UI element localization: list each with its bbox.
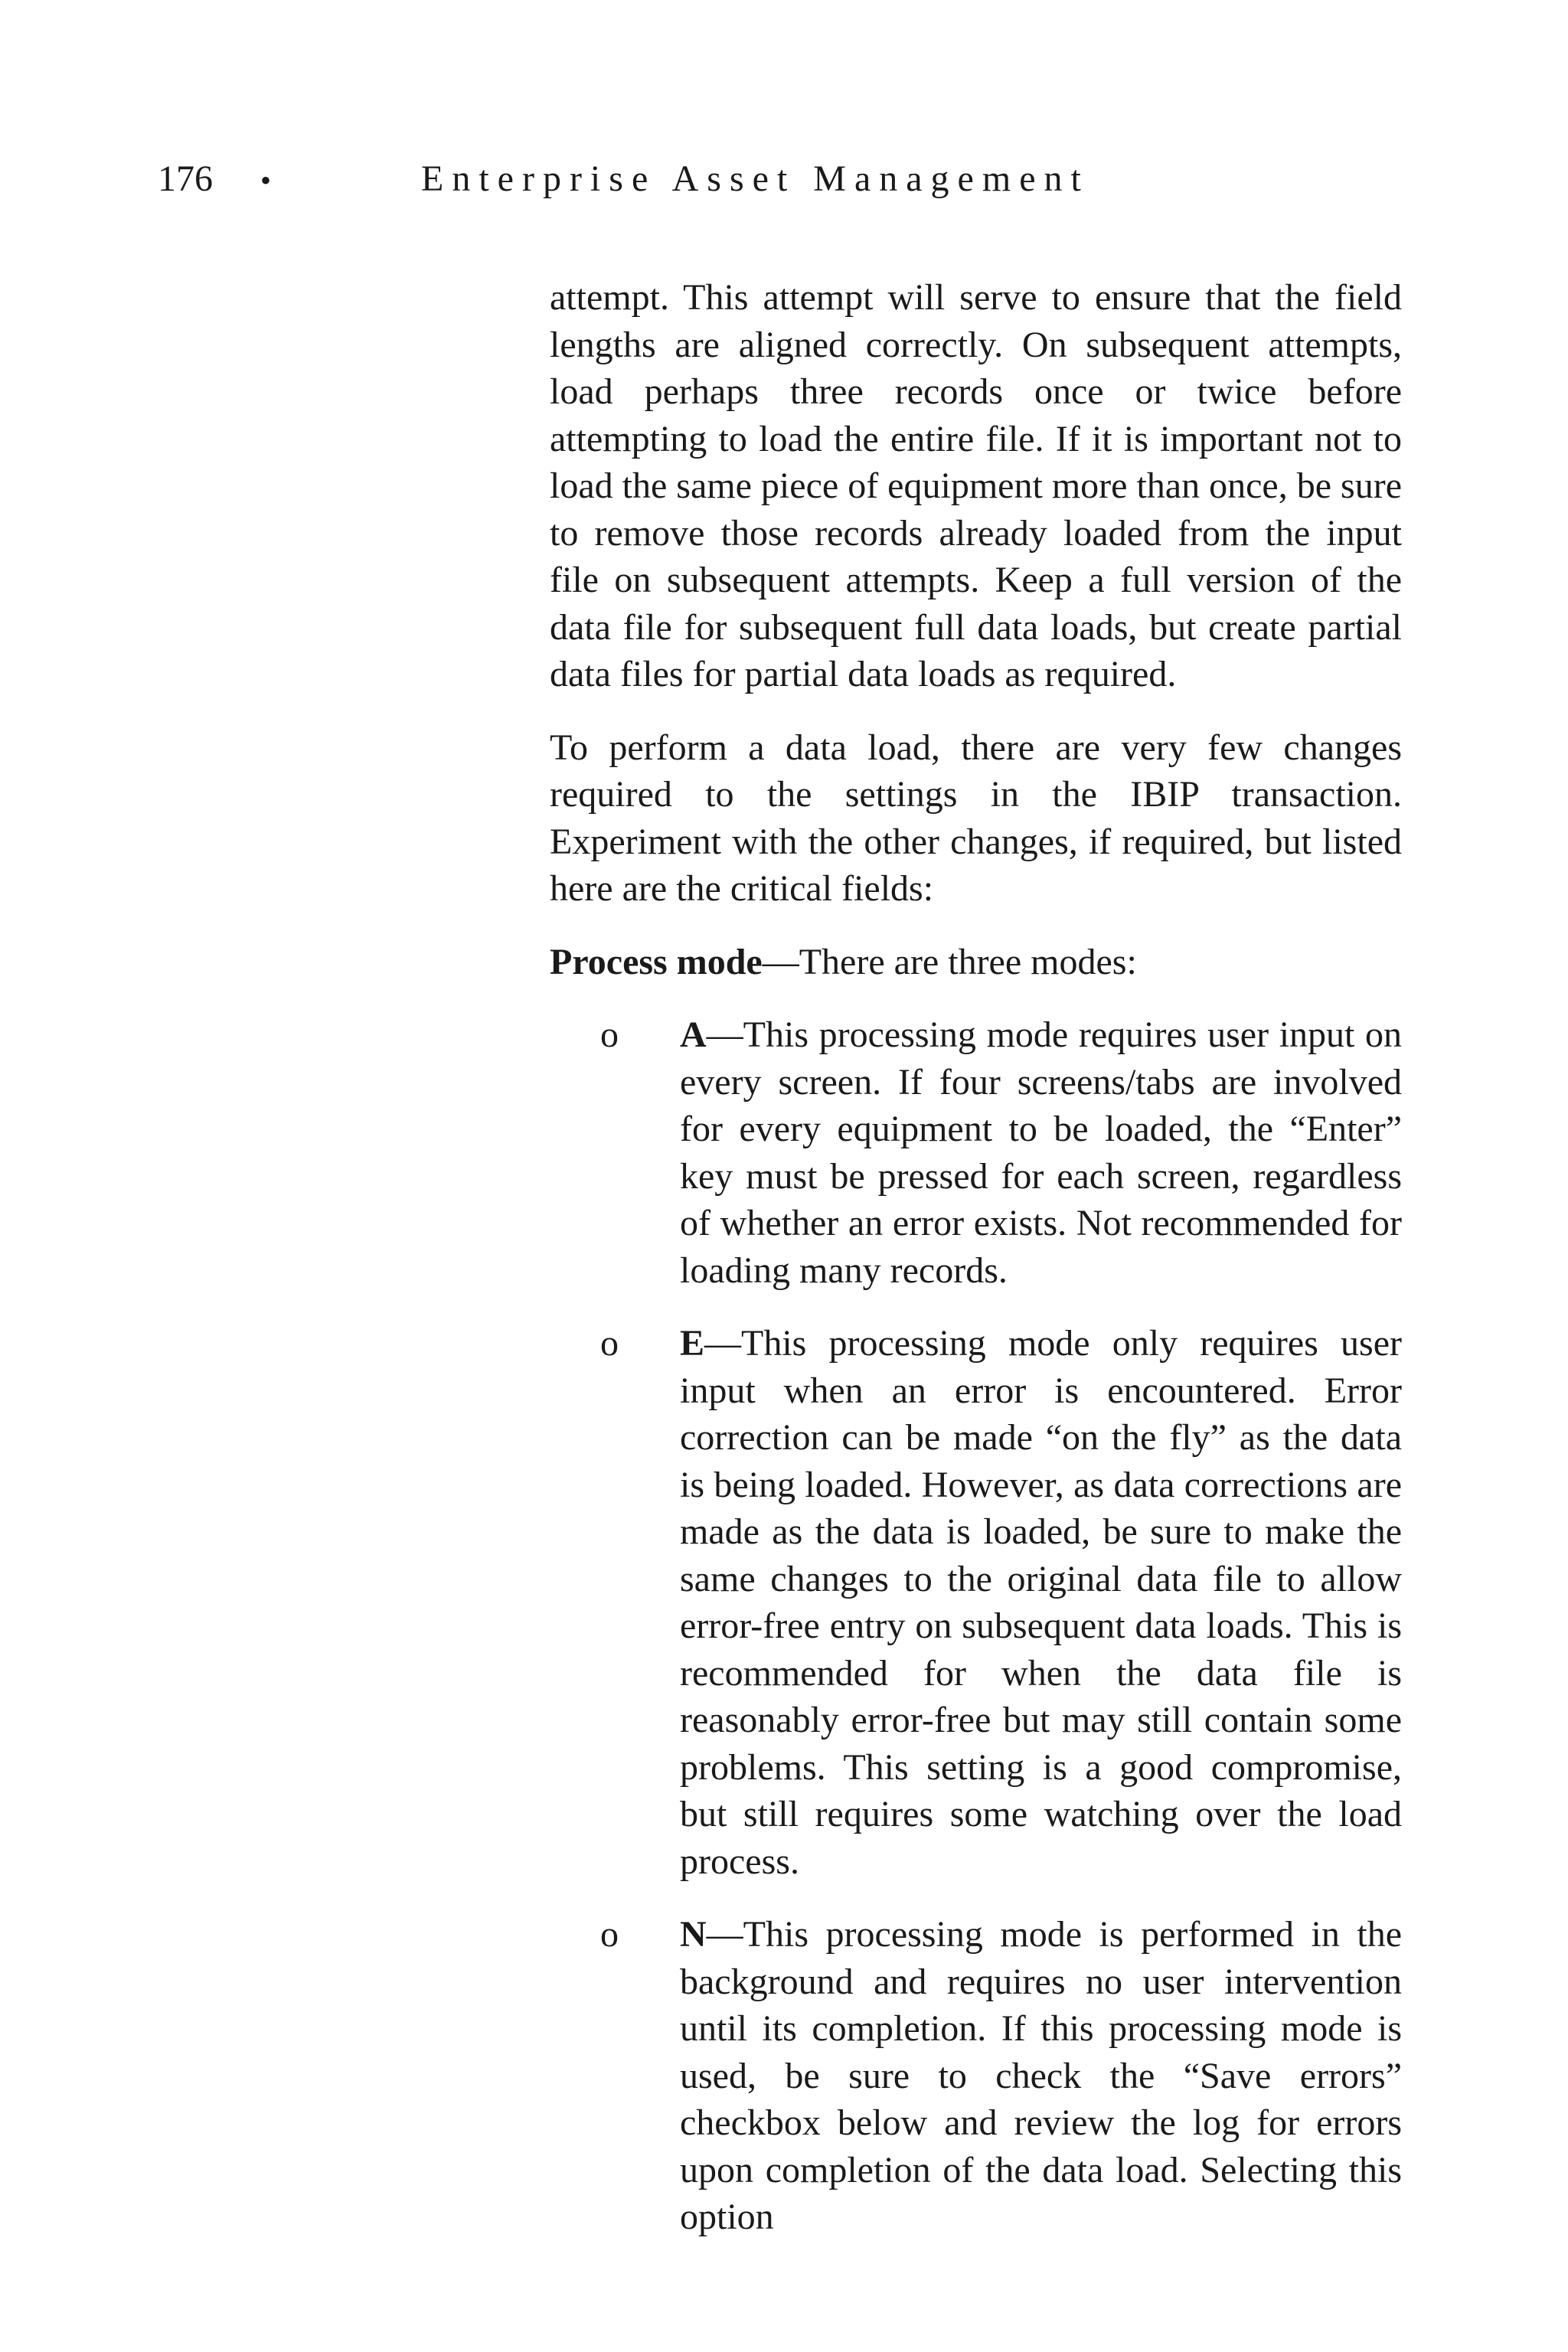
page-number: 176	[158, 158, 213, 199]
mode-item-e	[550, 1320, 1402, 1885]
running-head	[158, 156, 1089, 204]
mode-item-a	[550, 1011, 1402, 1294]
mode-key: N	[680, 1914, 707, 1955]
book-title: Enterprise Asset Management	[421, 158, 1089, 199]
mode-item-n	[550, 1911, 1402, 2241]
mode-key: A	[680, 1014, 707, 1055]
process-mode-term: Process mode	[550, 941, 763, 982]
mode-description: —This processing mode is performed in the background and requires no user intervention until its completion. If this processing mode is used, be sure to check the “Save errors” checkbox below and review the log for errors upon completion of the data load. Selecting this option	[680, 1914, 1402, 2237]
list-marker: o	[600, 1014, 619, 1055]
paragraph-data-load: To perform a data load, there are very few changes required to the settings in the IBIP transaction. Experiment with the other changes, if required, but listed here are the critical fields:	[550, 727, 1402, 909]
header-separator: •	[260, 163, 272, 198]
mode-description: —This processing mode requires user input on every screen. If four screens/tabs are involved for every equipment to be loaded, the “Enter” key must be pressed for each screen, regardless of whether an error exists. Not recommended for loading many records.	[680, 1014, 1402, 1291]
list-marker: o	[600, 1914, 619, 1955]
body-text	[550, 274, 1402, 2267]
paragraph-continued: attempt. This attempt will serve to ensure that the field lengths are aligned correctly. On subsequent attempts, load perhaps three records once or twice before attempting to load the entire file. If it is important not to load the same piece of equipment more than once, be sure to remove those records already loaded from the input file on subsequent attempts. Keep a full version of the data file for subsequent full data loads, but create partial data files for partial data loads as required.	[550, 277, 1402, 694]
mode-list	[550, 1011, 1402, 2241]
mode-key: E	[680, 1323, 705, 1364]
process-mode-intro: —There are three modes:	[762, 941, 1137, 982]
process-mode-heading	[550, 939, 1402, 986]
list-marker: o	[600, 1323, 619, 1364]
mode-description: —This processing mode only requires user input when an error is encountered. Error correction can be made “on the fly” as the data is being loaded. However, as data corrections are made as the data is loaded, be sure to make the same changes to the original data file to allow error-free entry on subsequent data loads. This is recommended for when the data file is reasonably error-free but may still contain some problems. This setting is a good compromise, but still requires some watching over the load process.	[680, 1323, 1402, 1882]
